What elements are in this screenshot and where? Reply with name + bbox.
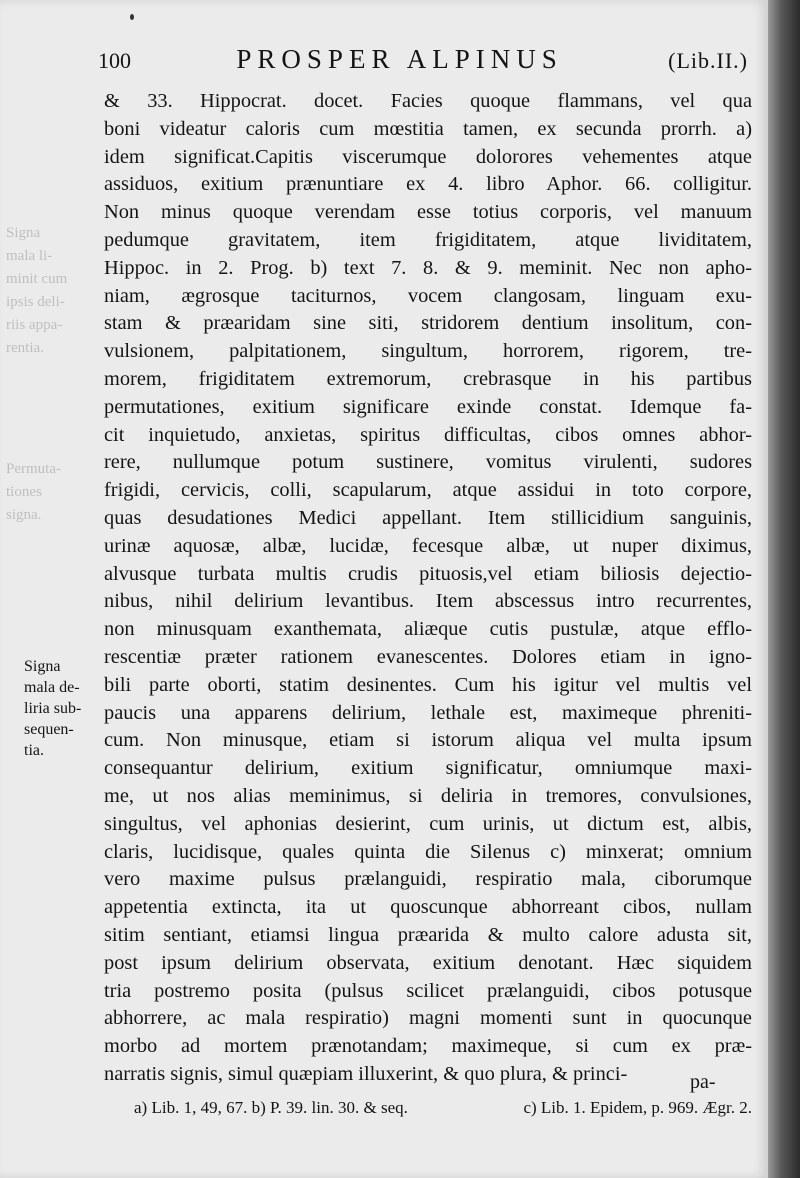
text-line: me, ut nos alias meminimus, si deliria in tremores, convulsiones, (104, 784, 752, 807)
show-through-note-middle (6, 458, 86, 527)
text-line: vero maxime pulsus prælanguidi, respiratio mala, ciborumque (104, 868, 752, 891)
text-line: Hippoc. in 2. Prog. b) text 7. 8. & 9. meminit. Nec non apho- (104, 256, 752, 279)
margin-note-line: sequen- (24, 721, 74, 738)
text-line: morbo ad mortem prænotandam; maximeque, si cum ex præ- (104, 1035, 752, 1058)
show-through-line: ipsis deli- (6, 294, 65, 310)
margin-note-line: liria sub- (24, 700, 82, 717)
show-through-line: Permuta- (6, 461, 61, 477)
text-line: abhorrere, ac mala respiratio) magni momenti sunt in quocunque (104, 1007, 752, 1030)
show-through-note-upper (6, 222, 86, 360)
running-title: PROSPER ALPINUS (236, 44, 563, 74)
page-header (98, 44, 748, 80)
text-line: cum. Non minusque, etiam si istorum aliqua vel multa ipsum (104, 729, 752, 752)
book-reference: (Lib.II.) (668, 48, 748, 73)
footnote: c) Lib. 1. Epidem, p. 969. Ægr. 2. (523, 1098, 752, 1117)
text-line: vulsionem, palpitationem, singultum, horrorem, rigorem, tre- (104, 340, 752, 363)
margin-note-line: tia. (24, 742, 44, 759)
text-line: paucis una apparens delirium, lethale est, maximeque phreniti- (104, 701, 752, 724)
text-line: singultus, vel aphonias desierint, cum urinis, ut dictum est, albis, (104, 812, 752, 835)
body-text (104, 88, 752, 1089)
ink-speck (130, 14, 134, 20)
text-line: frigidi, cervicis, colli, scapularum, atque assidui in toto corpore, (104, 479, 752, 502)
text-line: post ipsum delirium observata, exitium denotant. Hæc siquidem (104, 951, 752, 974)
show-through-line: signa. (6, 507, 42, 523)
footnotes (134, 1098, 752, 1118)
book-gutter-edge (768, 0, 800, 1178)
text-line: boni videatur caloris cum mœstitia tamen, ex secunda prorrh. a) (104, 117, 752, 140)
text-line: assiduos, exitium prænuntiare ex 4. libro Aphor. 66. colligitur. (104, 173, 752, 196)
text-line: Non minus quoque verendam esse totius corporis, vel manuum (104, 201, 752, 224)
text-line: & 33. Hippocrat. docet. Facies quoque flammans, vel qua (104, 90, 752, 112)
text-line: rescentiæ præter rationem evanescentes. Dolores etiam in igno- (104, 645, 752, 668)
text-line: nibus, nihil delirium levantibus. Item abscessus intro recurrentes, (104, 590, 752, 613)
text-line: morem, frigiditatem extremorum, crebrasque in his partibus (104, 367, 752, 390)
text-line: permutationes, exitium significare exinde constat. Idemque fa- (104, 395, 752, 418)
show-through-line: riis appa- (6, 317, 63, 333)
text-line: consequantur delirium, exitium significatur, omniumque maxi- (104, 757, 752, 780)
text-line: alvusque turbata multis crudis pituosis,vel etiam biliosis dejectio- (104, 562, 752, 585)
show-through-line: rentia. (6, 340, 44, 356)
catchword: pa- (690, 1071, 716, 1093)
text-line: niam, ægrosque taciturnos, vocem clangosam, linguam exu- (104, 284, 752, 307)
text-line: claris, lucidisque, quales quinta die Silenus c) minxerat; omnium (104, 840, 752, 863)
text-line: stam & præaridam sine siti, stridorem dentium insolitum, con- (104, 312, 752, 335)
page-number: 100 (98, 48, 131, 73)
text-line: non minusquam exanthemata, aliæque cutis pustulæ, atque efflo- (104, 618, 752, 641)
text-line: tria postremo posita (pulsus scilicet prælanguidi, cibos potusque (104, 979, 752, 1002)
show-through-line: tiones (6, 484, 42, 500)
footnote: a) Lib. 1, 49, 67. b) P. 39. lin. 30. & seq. (134, 1098, 408, 1117)
text-line: quas desudationes Medici appellant. Item stillicidium sanguinis, (104, 506, 752, 529)
text-line: idem significat.Capitis viscerumque dolorores vehementes atque (104, 145, 752, 168)
show-through-line: Signa (6, 225, 41, 241)
text-line: bili parte oborti, statim desinentes. Cum his igitur vel multis vel (104, 673, 752, 696)
text-line: pedumque gravitatem, item frigiditatem, atque lividitatem, (104, 228, 752, 251)
text-line: urinæ aquosæ, albæ, lucidæ, fecesque albæ, ut nuper diximus, (104, 534, 752, 557)
show-through-line: mala li- (6, 248, 53, 264)
text-line: narratis signis, simul quæpiam illuxerint, & quo plura, & princi- (104, 1062, 628, 1085)
text-line: appetentia extincta, ita ut quoscunque abhorreant cibos, nullam (104, 896, 752, 919)
text-line: rere, nullumque potum sustinere, vomitus virulenti, sudores (104, 451, 752, 474)
margin-note (24, 656, 104, 761)
margin-note-line: Signa (24, 658, 61, 675)
text-line: cit inquietudo, anxietas, spiritus difficultas, cibos omnes abhor- (104, 423, 752, 446)
text-line: sitim sentiant, etiamsi lingua præarida & multo calore adusta sit, (104, 923, 752, 946)
show-through-line: minit cum (6, 271, 68, 287)
margin-note-line: mala de- (24, 679, 80, 696)
